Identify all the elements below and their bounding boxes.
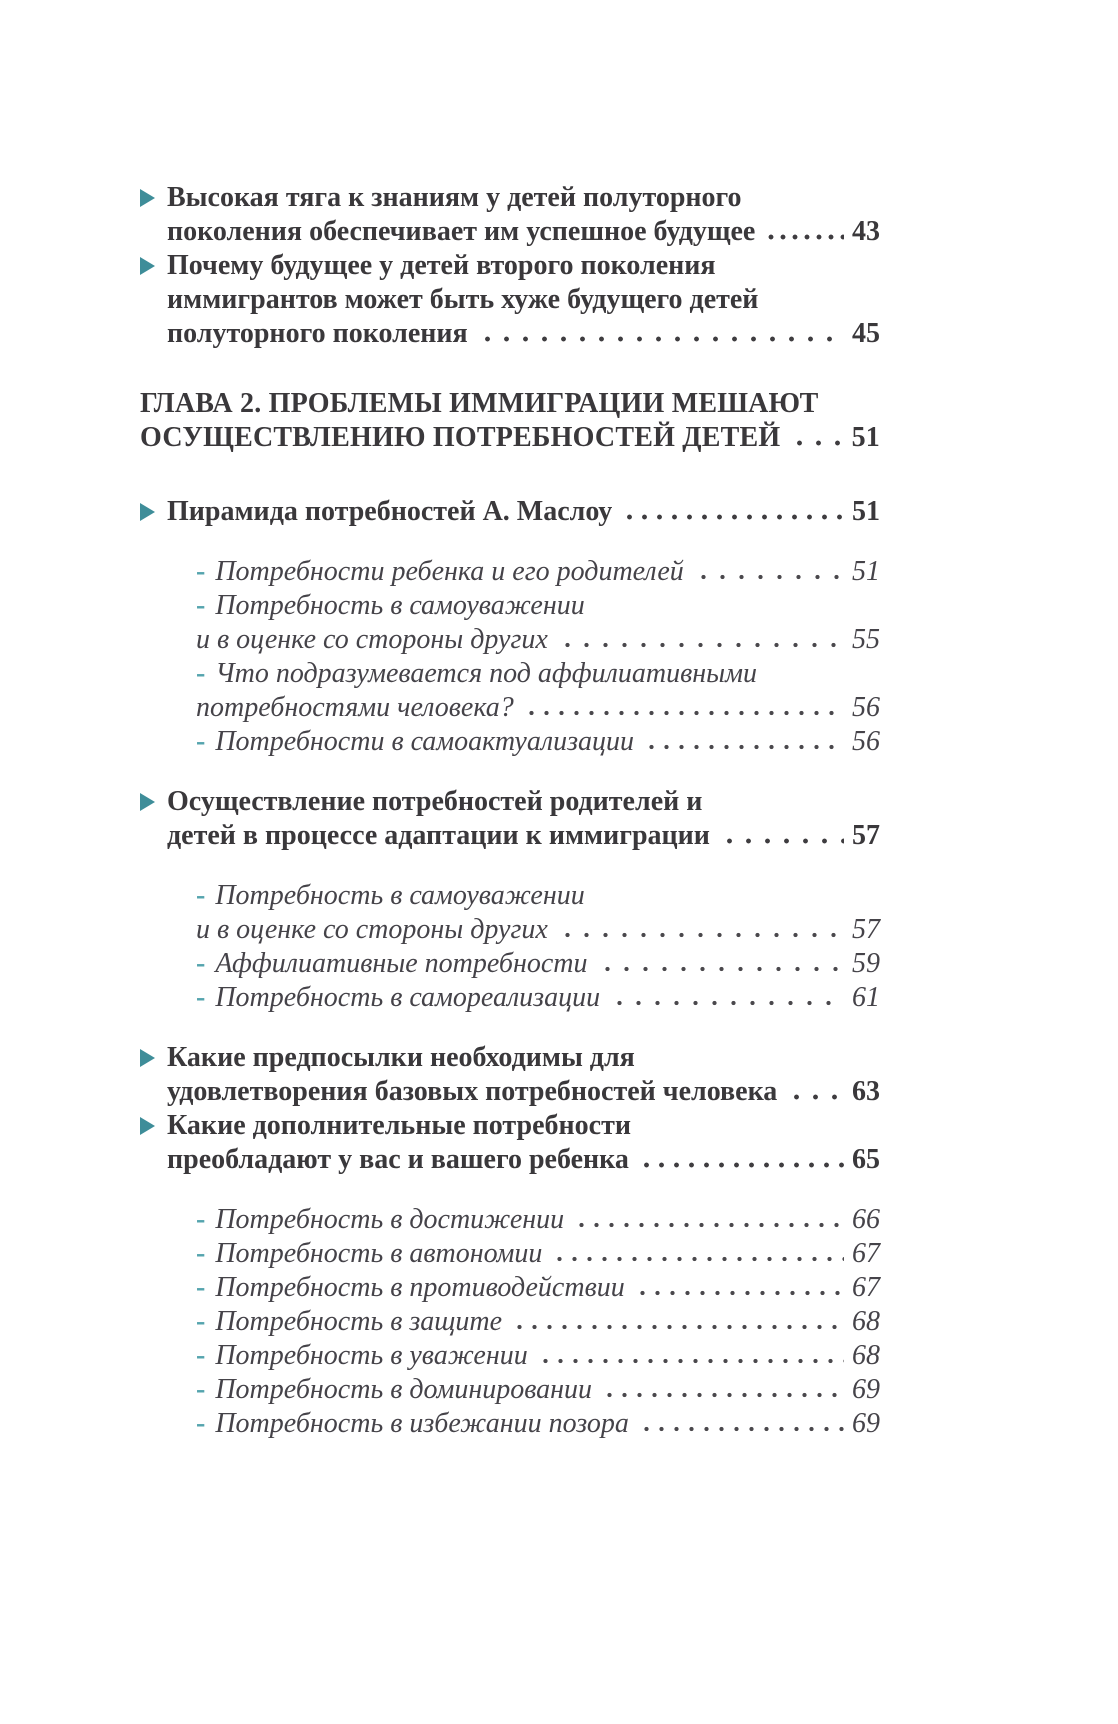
toc-entry-last-line xyxy=(196,555,880,589)
toc-entry-text: Потребности ребенка и его родителей xyxy=(215,556,684,587)
toc-entry-text: Что подразумевается под аффилиативными xyxy=(215,658,757,689)
toc-entry-last-line xyxy=(196,1237,880,1271)
page-number: 66 xyxy=(852,1204,880,1235)
dash-icon: - xyxy=(196,1374,206,1405)
toc-entry-sub xyxy=(140,589,880,657)
dot-leader xyxy=(787,1091,844,1103)
page-number: 55 xyxy=(852,624,880,655)
toc-entry-line xyxy=(196,657,880,691)
toc-entry-bullet xyxy=(140,495,880,529)
toc-entry-sub xyxy=(140,1271,880,1305)
toc-entry-last-line xyxy=(196,1271,880,1305)
dot-leader xyxy=(694,571,844,583)
toc-entry-line xyxy=(167,785,880,819)
dash-icon: - xyxy=(196,1238,206,1269)
toc-entry-text: Почему будущее у детей второго поколения xyxy=(167,250,716,281)
dash-icon: - xyxy=(196,1204,206,1235)
toc-entry-text: Какие дополнительные потребности xyxy=(167,1110,631,1141)
toc-entry-last-line xyxy=(196,1203,880,1237)
toc-entry-line xyxy=(167,1041,880,1075)
page-number: 51 xyxy=(852,556,880,587)
page-number: 51 xyxy=(851,422,880,453)
toc xyxy=(140,181,880,1441)
page-number: 69 xyxy=(852,1408,880,1439)
toc-entry-text: Потребность в доминировании xyxy=(215,1374,593,1405)
toc-entry-sub xyxy=(140,947,880,981)
bullet-triangle-icon xyxy=(140,793,155,811)
toc-entry-chapter xyxy=(140,387,880,455)
dot-leader xyxy=(622,511,844,523)
toc-entry-last-line xyxy=(167,1143,880,1177)
toc-entry-bullet xyxy=(140,785,880,853)
dot-leader xyxy=(639,1159,844,1171)
page-number: 68 xyxy=(852,1306,880,1337)
toc-entry-text: полуторного поколения xyxy=(167,318,468,349)
toc-entry-sub xyxy=(140,981,880,1015)
toc-entry-text: и в оценке со стороны других xyxy=(196,624,548,655)
page-number: 65 xyxy=(852,1144,880,1175)
toc-entry-sub xyxy=(140,725,880,759)
toc-entry-last-line xyxy=(196,623,880,657)
dot-leader xyxy=(512,1321,844,1333)
toc-entry-text: Осуществление потребностей родителей и xyxy=(167,786,703,817)
toc-entry-last-line xyxy=(167,1075,880,1109)
toc-entry-sub xyxy=(140,1305,880,1339)
toc-entry-text: Потребность в достижении xyxy=(215,1204,565,1235)
dot-leader xyxy=(644,741,844,753)
dash-icon: - xyxy=(196,726,206,757)
dash-icon: - xyxy=(196,590,206,621)
page-number: 63 xyxy=(852,1076,880,1107)
toc-entry-text: Высокая тяга к знаниям у детей полуторного xyxy=(167,182,742,213)
dash-icon: - xyxy=(196,948,206,979)
toc-entry-sub xyxy=(140,657,880,725)
toc-entry-sub xyxy=(140,1373,880,1407)
toc-entry-text: Потребности в самоактуализации xyxy=(215,726,634,757)
toc-entry-sub xyxy=(140,879,880,947)
toc-entry-last-line xyxy=(196,1305,880,1339)
toc-entry-text: детей в процессе адаптации к иммиграции xyxy=(167,820,710,851)
page-number: 69 xyxy=(852,1374,880,1405)
toc-entry-text: и в оценке со стороны других xyxy=(196,914,548,945)
toc-entry-text: Потребность в противодействии xyxy=(215,1272,625,1303)
dot-leader xyxy=(524,707,844,719)
toc-entry-text: Потребность в автономии xyxy=(215,1238,543,1269)
toc-entry-last-line xyxy=(167,819,880,853)
toc-entry-text: Аффилиативные потребности xyxy=(215,948,588,979)
toc-entry-text: иммигрантов может быть хуже будущего детей xyxy=(167,284,759,315)
page-number: 59 xyxy=(852,948,880,979)
toc-entry-text: потребностями человека? xyxy=(196,692,514,723)
page-number: 61 xyxy=(852,982,880,1013)
bullet-triangle-icon xyxy=(140,503,155,521)
dot-leader xyxy=(639,1423,844,1435)
toc-entry-last-line xyxy=(196,947,880,981)
dash-icon: - xyxy=(196,880,206,911)
toc-entry-bullet xyxy=(140,181,880,249)
toc-entry-last-line xyxy=(196,725,880,759)
toc-entry-text: ГЛАВА 2. ПРОБЛЕМЫ ИММИГРАЦИИ МЕШАЮТ xyxy=(140,388,819,419)
dot-leader xyxy=(598,963,844,975)
toc-entry-bullet xyxy=(140,1109,880,1177)
dot-leader xyxy=(635,1287,844,1299)
page-number: 43 xyxy=(852,216,880,247)
dot-leader xyxy=(558,929,844,941)
page-number: 51 xyxy=(852,496,880,527)
dot-leader xyxy=(574,1219,844,1231)
toc-entry-line xyxy=(167,283,880,317)
dash-icon: - xyxy=(196,556,206,587)
page-number: 68 xyxy=(852,1340,880,1371)
page-number: 56 xyxy=(852,692,880,723)
dot-leader xyxy=(552,1253,844,1265)
dot-leader xyxy=(610,997,844,1009)
toc-entry-line xyxy=(196,589,880,623)
toc-entry-text: Потребность в самоуважении xyxy=(215,590,585,621)
dash-icon: - xyxy=(196,982,206,1013)
toc-entry-bullet xyxy=(140,249,880,351)
toc-entry-line xyxy=(140,387,880,421)
dot-leader xyxy=(765,231,844,243)
dash-icon: - xyxy=(196,658,206,689)
toc-entry-text: поколения обеспечивает им успешное будущее xyxy=(167,216,756,247)
bullet-triangle-icon xyxy=(140,1049,155,1067)
dot-leader xyxy=(790,437,843,449)
bullet-triangle-icon xyxy=(140,189,155,207)
toc-entry-last-line xyxy=(196,1339,880,1373)
dot-leader xyxy=(538,1355,844,1367)
dot-leader xyxy=(478,333,844,345)
page-number: 45 xyxy=(852,318,880,349)
toc-entry-last-line xyxy=(196,913,880,947)
toc-entry-text: Какие предпосылки необходимы для xyxy=(167,1042,635,1073)
dash-icon: - xyxy=(196,1408,206,1439)
page-number: 56 xyxy=(852,726,880,757)
toc-entry-sub xyxy=(140,1407,880,1441)
toc-entry-line xyxy=(196,879,880,913)
page-number: 67 xyxy=(852,1272,880,1303)
dot-leader xyxy=(558,639,844,651)
page-number: 67 xyxy=(852,1238,880,1269)
toc-entry-text: Потребность в уважении xyxy=(215,1340,528,1371)
page-number: 57 xyxy=(852,914,880,945)
toc-entry-text: Потребность в самореализации xyxy=(215,982,601,1013)
toc-entry-last-line xyxy=(140,421,880,455)
toc-entry-text: Пирамида потребностей А. Маслоу xyxy=(167,496,613,527)
dot-leader xyxy=(720,835,844,847)
toc-entry-last-line xyxy=(196,1407,880,1441)
dash-icon: - xyxy=(196,1340,206,1371)
toc-entry-text: Потребность в защите xyxy=(215,1306,503,1337)
toc-entry-bullet xyxy=(140,1041,880,1109)
toc-entry-line xyxy=(167,1109,880,1143)
toc-entry-last-line xyxy=(196,981,880,1015)
toc-entry-last-line xyxy=(196,1373,880,1407)
bullet-triangle-icon xyxy=(140,1117,155,1135)
toc-entry-line xyxy=(167,249,880,283)
toc-entry-sub xyxy=(140,1237,880,1271)
toc-entry-last-line xyxy=(167,317,880,351)
bullet-triangle-icon xyxy=(140,257,155,275)
toc-entry-sub xyxy=(140,555,880,589)
dash-icon: - xyxy=(196,1306,206,1337)
dot-leader xyxy=(602,1389,844,1401)
toc-entry-sub xyxy=(140,1339,880,1373)
toc-entry-text: ОСУЩЕСТВЛЕНИЮ ПОТРЕБНОСТЕЙ ДЕТЕЙ xyxy=(140,422,781,453)
toc-entry-text: удовлетворения базовых потребностей человека xyxy=(167,1076,778,1107)
toc-entry-line xyxy=(167,181,880,215)
toc-entry-text: преобладают у вас и вашего ребенка xyxy=(167,1144,629,1175)
toc-entry-last-line xyxy=(167,215,880,249)
dash-icon: - xyxy=(196,1272,206,1303)
toc-entry-last-line xyxy=(196,691,880,725)
toc-entry-text: Потребность в самоуважении xyxy=(215,880,585,911)
toc-entry-sub xyxy=(140,1203,880,1237)
page-number: 57 xyxy=(852,820,880,851)
toc-entry-last-line xyxy=(167,495,880,529)
toc-entry-text: Потребность в избежании позора xyxy=(215,1408,629,1439)
